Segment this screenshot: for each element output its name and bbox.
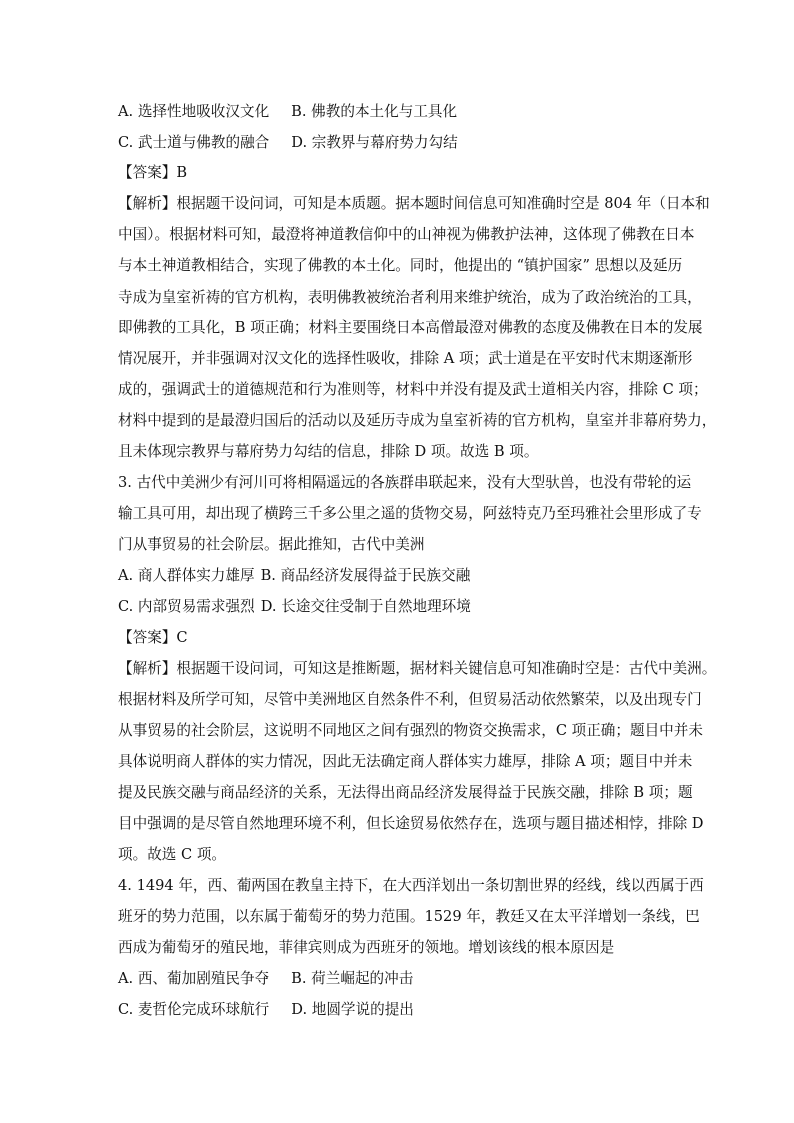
q2-analysis-line: 情况展开，并非强调对汉文化的选择性吸收，排除 A 项；武士道是在平安时代末期逐渐形 (118, 350, 693, 367)
q3-stem-line: 输工具可用，却出现了横跨三千多公里之遥的货物交易，阿兹特克乃至玛雅社会里形成了专 (118, 505, 702, 522)
q3-option-d: D. 长途交往受制于自然地理环境 (260, 598, 471, 615)
q3-analysis-line: 具体说明商人群体的实力情况，因此无法确定商人群体实力雄厚，排除 A 项；题目中并未 (118, 753, 693, 770)
q4-stem-line: 班牙的势力范围，以东属于葡萄牙的势力范围。1529 年，教廷又在太平洋增划一条线，巴 (118, 908, 700, 925)
q4-options-row-2 (118, 1000, 678, 1020)
q3-stem-line: 3. 古代中美洲少有河川可将相隔遥远的各族群串联起来，没有大型驮兽，也没有带轮的运 (118, 474, 692, 491)
q3-analysis-line: 【解析】根据题干设问词，可知这是推断题，据材料关键信息可知准确时空是：古代中美洲。 (118, 660, 717, 677)
q2-analysis-line: 中国）。根据材料可知，最澄将神道教信仰中的山神视为佛教护法神，这体现了佛教在日本 (118, 226, 695, 243)
q3-stem-line: 门从事贸易的社会阶层。据此推知，古代中美洲 (118, 536, 425, 553)
q2-option-c: C. 武士道与佛教的融合 (118, 134, 270, 151)
q4-stem-line: 西成为葡萄牙的殖民地，菲律宾则成为西班牙的领地。增划该线的根本原因是 (118, 939, 615, 956)
q2-option-d: D. 宗教界与幕府势力勾结 (291, 134, 458, 151)
q2-analysis-line: 材料中提到的是最澄归国后的活动以及延历寺成为皇室祈祷的官方机构，皇室并非幕府势力， (118, 412, 717, 429)
q4-option-b: B. 荷兰崛起的冲击 (291, 970, 414, 987)
q4-options-row-1 (118, 969, 678, 989)
q2-analysis-line: 成的，强调武士的道德规范和行为准则等，材料中并没有提及武士道相关内容，排除 C 项； (118, 381, 708, 398)
q4-option-a: A. 西、葡加剧殖民争夺 (118, 970, 270, 987)
q2-analysis-line: 且未体现宗教界与幕府势力勾结的信息，排除 D 项。故选 B 项。 (118, 443, 539, 460)
q2-options-row-2 (118, 133, 678, 153)
q4-option-c: C. 麦哲伦完成环球航行 (118, 1001, 270, 1018)
q3-option-a: A. 商人群体实力雄厚 (118, 567, 255, 584)
q3-analysis-line: 从事贸易的社会阶层，这说明不同地区之间有强烈的物资交换需求，C 项正确；题目中并未 (118, 722, 703, 739)
q3-option-c: C. 内部贸易需求强烈 (118, 598, 255, 615)
q2-answer: 【答案】B (118, 164, 188, 181)
q4-stem-line: 4. 1494 年，西、葡两国在教皇主持下，在大西洋划出一条切割世界的经线，线以西属于西 (118, 877, 704, 894)
q3-option-b: B. 商品经济发展得益于民族交融 (260, 567, 471, 584)
q2-options-row-1 (118, 102, 678, 122)
q4-option-d: D. 地圆学说的提出 (291, 1001, 414, 1018)
q3-answer: 【答案】C (118, 629, 188, 646)
q3-analysis-line: 提及民族交融与商品经济的关系，无法得出商品经济发展得益于民族交融，排除 B 项；题 (118, 784, 693, 801)
q3-analysis-line: 根据材料及所学可知，尽管中美洲地区自然条件不利，但贸易活动依然繁荣，以及出现专门 (118, 691, 702, 708)
q2-analysis-line: 与本土神道教相结合，实现了佛教的本土化。同时，他提出的 “镇护国家” 思想以及延历 (118, 257, 683, 274)
q2-option-b: B. 佛教的本土化与工具化 (291, 103, 458, 120)
q3-analysis-line: 项。故选 C 项。 (118, 846, 227, 863)
q2-analysis-line: 【解析】根据题干设问词，可知是本质题。据本题时间信息可知准确时空是 804 年（日本和 (118, 195, 710, 212)
q2-analysis-line: 即佛教的工具化，B 项正确；材料主要围绕日本高僧最澄对佛教的态度及佛教在日本的发展 (118, 319, 703, 336)
q2-option-a: A. 选择性地吸收汉文化 (118, 103, 270, 120)
q3-analysis-line: 目中强调的是尽管自然地理环境不利，但长途贸易依然存在，选项与题目描述相悖，排除 D (118, 815, 704, 832)
q3-options-row-2 (118, 597, 678, 617)
q2-analysis-line: 寺成为皇室祈祷的官方机构，表明佛教被统治者利用来维护统治，成为了政治统治的工具， (118, 289, 702, 306)
q3-options-row-1 (118, 566, 678, 586)
